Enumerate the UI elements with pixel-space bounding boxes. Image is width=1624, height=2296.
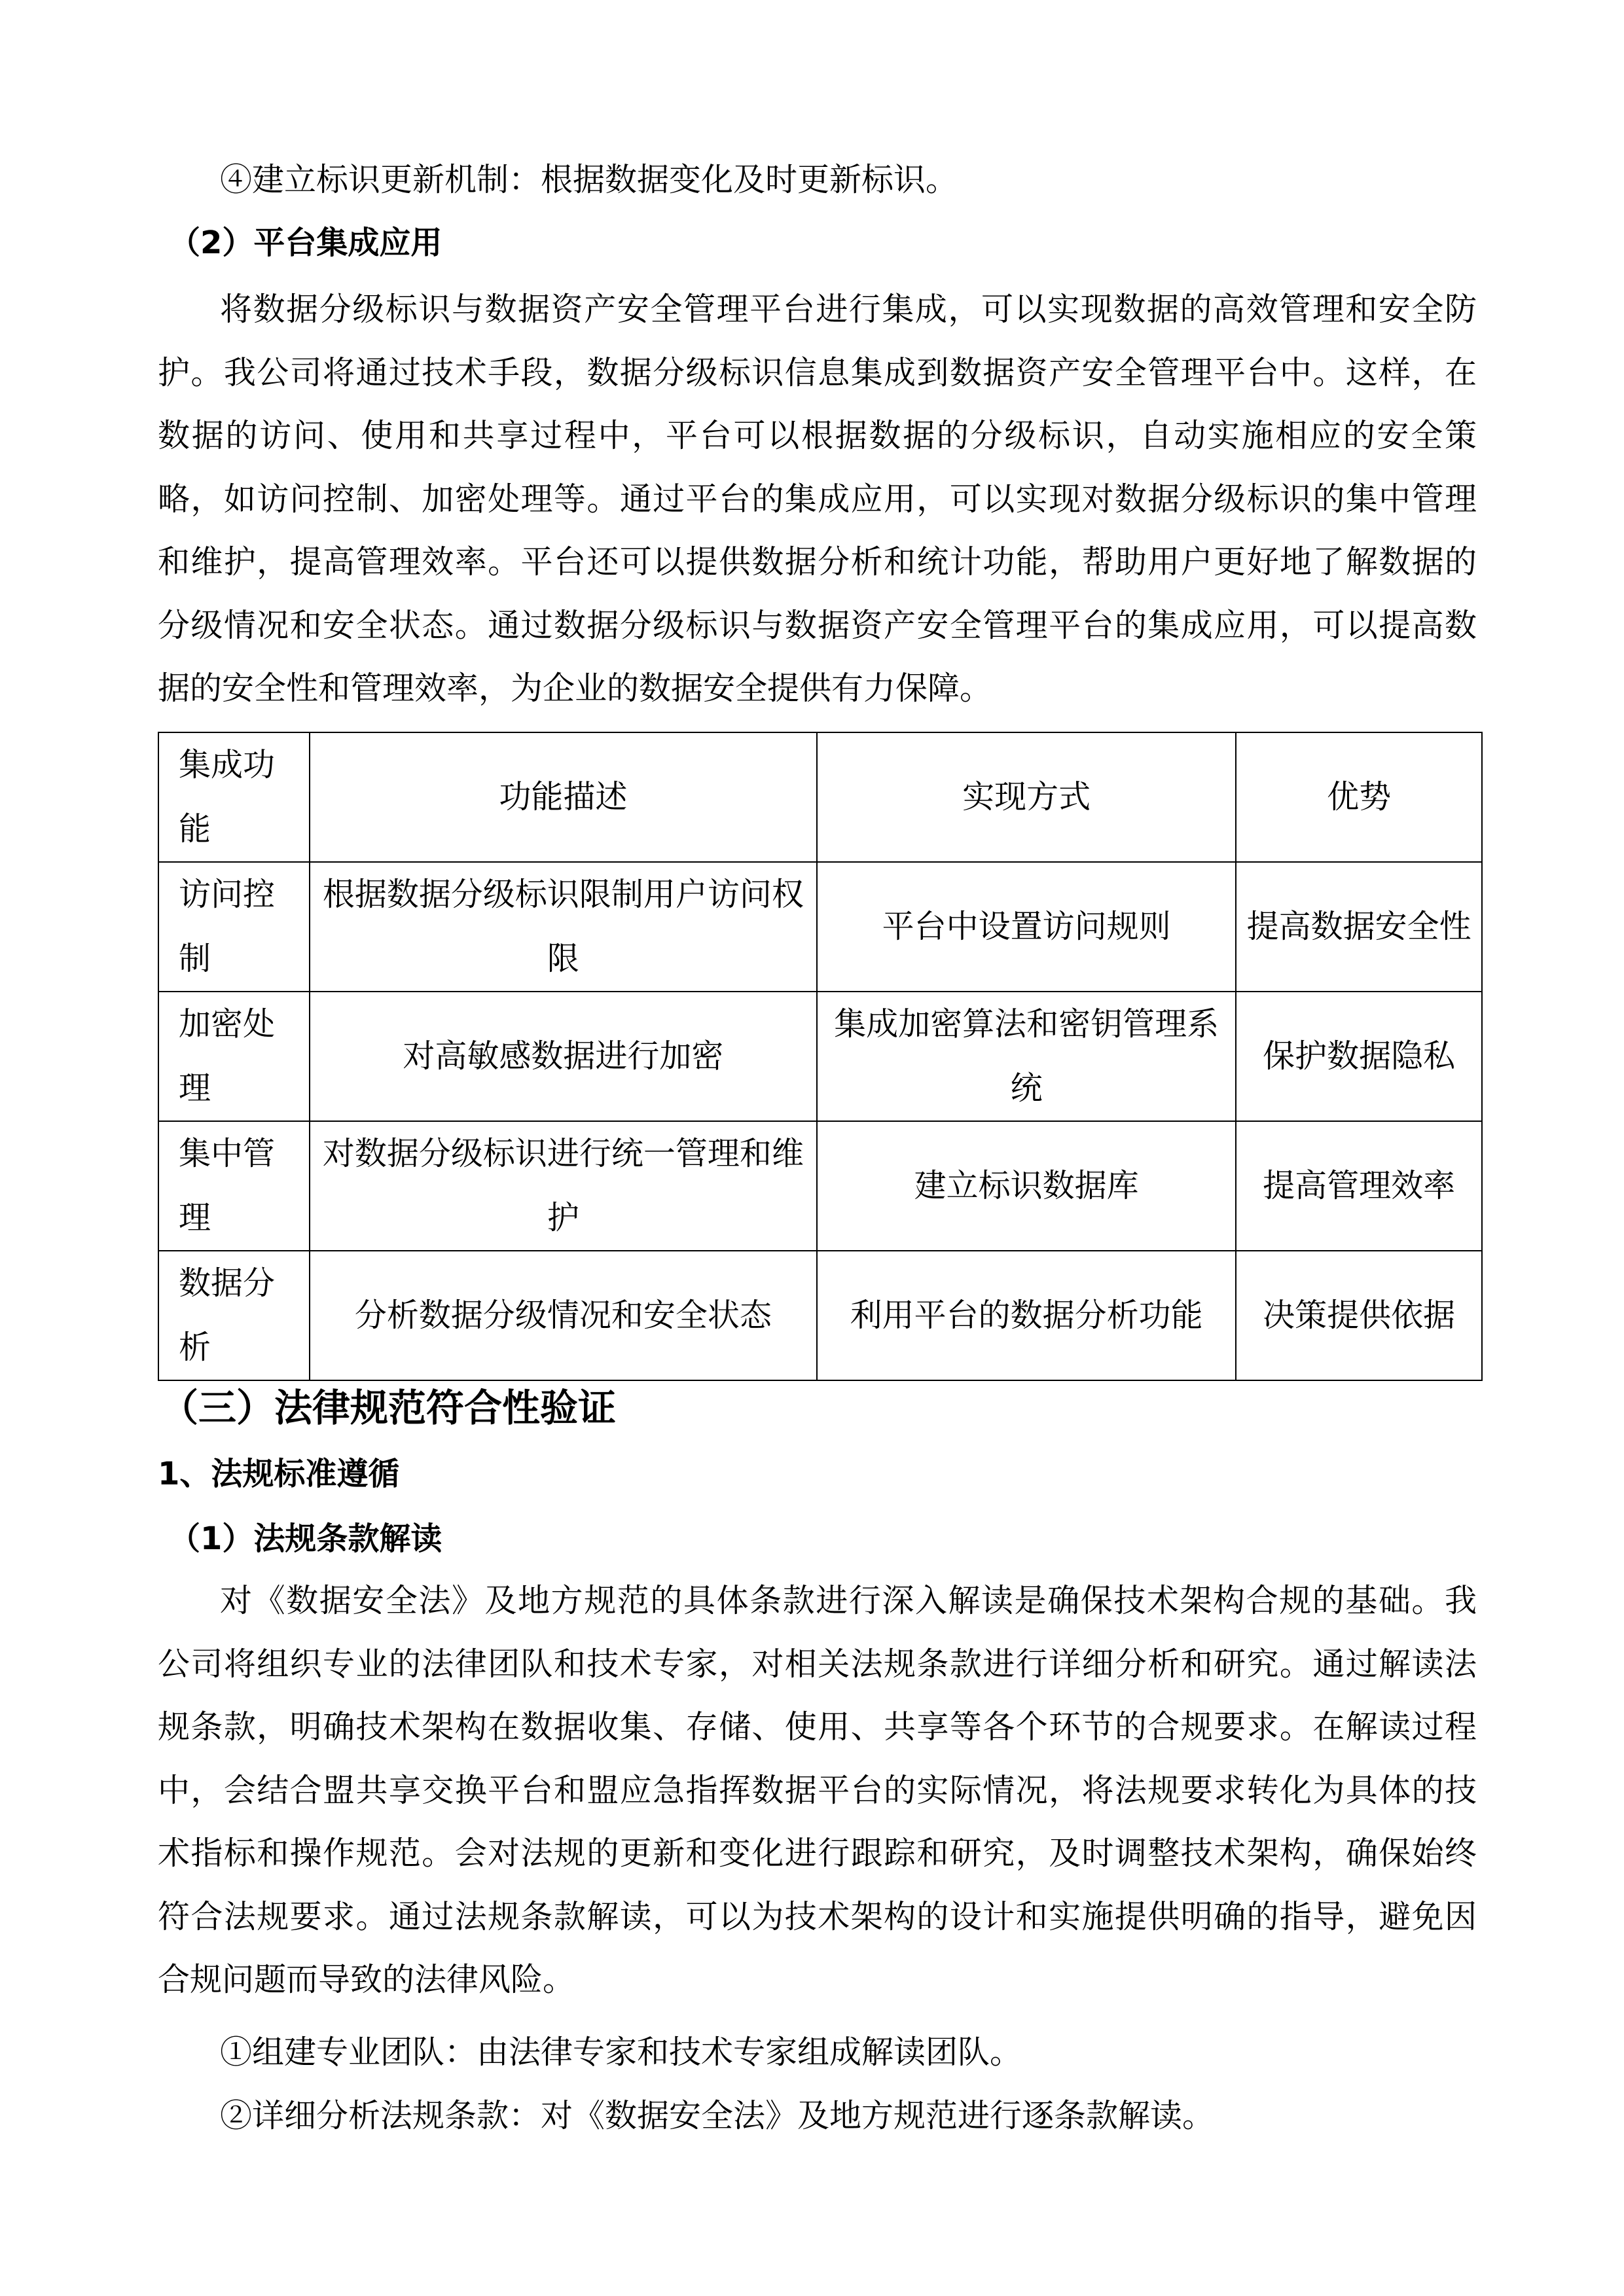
paragraph-line: 将数据分级标识与数据资产安全管理平台进行集成，可以实现数据的高效管理和安全防	[220, 291, 1477, 328]
paragraph-line: 符合法规要求。通过法规条款解读，可以为技术架构的设计和实施提供明确的指导，避免因	[158, 1897, 1477, 1935]
table-row	[158, 1251, 1482, 1380]
table-cell: 保护数据隐私	[1236, 992, 1482, 1121]
heading-legal-compliance: （三）法律规范符合性验证	[160, 1386, 617, 1430]
paragraph-line: 略，如访问控制、加密处理等。通过平台的集成应用，可以实现对数据分级标识的集中管理	[158, 480, 1477, 518]
header-cell: 优势	[1236, 732, 1482, 862]
table-row	[158, 1121, 1482, 1251]
heading-platform-integration: （2）平台集成应用	[169, 224, 442, 261]
table-cell: 对高敏感数据进行加密	[310, 992, 817, 1121]
paragraph-line: 对《数据安全法》及地方规范的具体条款进行深入解读是确保技术架构合规的基础。我	[220, 1582, 1477, 1619]
table-row	[158, 862, 1482, 992]
table-row	[158, 992, 1482, 1121]
table-cell: 平台中设置访问规则	[817, 862, 1236, 992]
paragraph-line: 中，会结合盟共享交换平台和盟应急指挥数据平台的实际情况，将法规要求转化为具体的技	[158, 1771, 1477, 1809]
integration-table	[158, 732, 1483, 1381]
paragraph-line: 数据的访问、使用和共享过程中，平台可以根据数据的分级标识，自动实施相应的安全策	[158, 417, 1477, 454]
table-cell: 集中管理	[158, 1121, 310, 1251]
table-cell: 加密处理	[158, 992, 310, 1121]
paragraph-line: 和维护，提高管理效率。平台还可以提供数据分析和统计功能，帮助用户更好地了解数据的	[158, 543, 1477, 581]
table-cell: 提高数据安全性	[1236, 862, 1482, 992]
table-cell: 数据分析	[158, 1251, 310, 1380]
table-cell: 根据数据分级标识限制用户访问权限	[310, 862, 817, 992]
paragraph-line: 术指标和操作规范。会对法规的更新和变化进行跟踪和研究，及时调整技术架构，确保始终	[158, 1835, 1477, 1872]
table-cell: 提高管理效率	[1236, 1121, 1482, 1251]
table-cell: 分析数据分级情况和安全状态	[310, 1251, 817, 1380]
header-cell: 实现方式	[817, 732, 1236, 862]
paragraph-line: 公司将组织专业的法律团队和技术专家，对相关法规条款进行详细分析和研究。通过解读法	[158, 1645, 1477, 1683]
paragraph-line: 护。我公司将通过技术手段，数据分级标识信息集成到数据资产安全管理平台中。这样，在	[158, 353, 1477, 391]
list-item-update-mechanism: ④建立标识更新机制：根据数据变化及时更新标识。	[220, 161, 958, 198]
table-cell: 建立标识数据库	[817, 1121, 1236, 1251]
paragraph-line: 规条款，明确技术架构在数据收集、存储、使用、共享等各个环节的合规要求。在解读过程	[158, 1708, 1477, 1746]
list-item-build-team: ①组建专业团队：由法律专家和技术专家组成解读团队。	[220, 2034, 1022, 2071]
paragraph-line: 合规问题而导致的法律风险。	[158, 1961, 575, 1998]
heading-regulation-interpretation: （1）法规条款解读	[169, 1520, 442, 1557]
table-header-row	[158, 732, 1482, 862]
table-cell: 利用平台的数据分析功能	[817, 1251, 1236, 1380]
paragraph-line: 据的安全性和管理效率，为企业的数据安全提供有力保障。	[158, 670, 992, 707]
table-cell: 对数据分级标识进行统一管理和维护	[310, 1121, 817, 1251]
table-cell: 访问控制	[158, 862, 310, 992]
table-cell: 集成加密算法和密钥管理系统	[817, 992, 1236, 1121]
table-cell: 决策提供依据	[1236, 1251, 1482, 1380]
list-item-analyze-clauses: ②详细分析法规条款：对《数据安全法》及地方规范进行逐条款解读。	[220, 2097, 1215, 2134]
heading-regulation-standards: 1、法规标准遵循	[158, 1456, 400, 1492]
header-cell: 功能描述	[310, 732, 817, 862]
header-cell: 集成功能	[158, 732, 310, 862]
paragraph-line: 分级情况和安全状态。通过数据分级标识与数据资产安全管理平台的集成应用，可以提高数	[158, 606, 1477, 644]
